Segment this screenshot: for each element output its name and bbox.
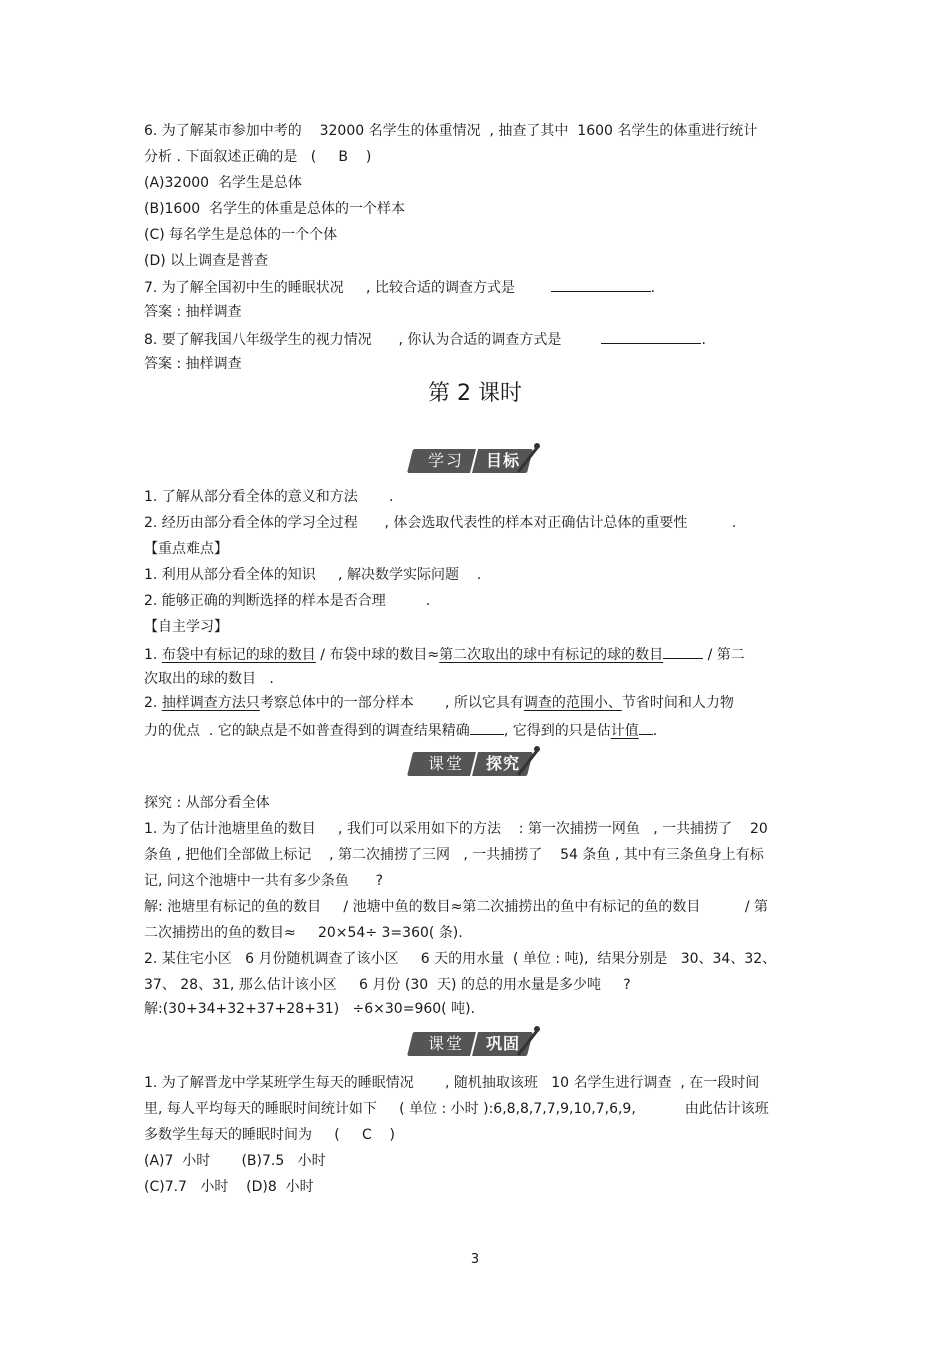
self-study-header: 【自主学习】	[144, 619, 228, 635]
key-point-2: 2. 能够正确的判断选择的样本是否合理 .	[144, 593, 431, 609]
explore-2-solution: 解:(30+34+32+37+28+31) ÷6×30=960( 吨).	[144, 1001, 475, 1017]
q8-answer: 答案 : 抽样调查	[144, 356, 242, 372]
s2-fill-2: 调查的范围小、	[523, 695, 622, 711]
q7-blank	[551, 277, 651, 292]
explore-1-line1: 1. 为了估计池塘里鱼的数目 , 我们可以采用如下的方法 : 第一次捕捞一网鱼 , 一共捕捞了 20	[144, 821, 768, 837]
s2-fill-1: 抽样调查方法只	[161, 695, 260, 711]
banner-right-text: 目标	[485, 451, 520, 470]
banner-right-text: 探究	[485, 754, 520, 773]
banner-classroom-consolidate	[410, 1032, 542, 1058]
explore-1-line2: 条鱼 , 把他们全部做上标记 , 第二次捕捞了三网 , 一共捕捞了 54 条鱼 , 其中有三条鱼身上有标	[144, 847, 764, 863]
q7-answer: 答案 : 抽样调查	[144, 304, 242, 320]
banner-right-text: 巩固	[485, 1034, 520, 1053]
lesson-title: 第 2 课时	[428, 381, 522, 406]
page-number: 3	[470, 1252, 480, 1267]
self-study-1-line2: 次取出的球的数目 .	[144, 671, 274, 687]
goal-2: 2. 经历由部分看全体的学习全过程 , 体会选取代表性的样本对正确估计总体的重要性 .	[144, 515, 737, 531]
consolidate-1-options-cd: (C)7.7 小时 (D)8 小时	[144, 1179, 314, 1195]
s1-blank-tail	[663, 644, 703, 659]
banner-left-text: 课堂	[427, 754, 464, 773]
consolidate-1-line1: 1. 为了解晋龙中学某班学生每天的睡眠情况 , 随机抽取该班 10 名学生进行调查 , 在一段时间	[144, 1075, 760, 1091]
q7-end: .	[650, 280, 656, 296]
s2-blank	[470, 720, 504, 735]
banner-left-text: 课堂	[427, 1034, 464, 1053]
s2-mid-2: 节省时间和人力物	[621, 695, 734, 711]
q6-option-d: (D) 以上调查是普查	[144, 253, 269, 269]
q6-option-a: (A)32000 名学生是总体	[144, 175, 302, 191]
banner-learning-goals	[410, 449, 542, 475]
consolidate-1-line3: 多数学生每天的睡眠时间为 ( C )	[144, 1127, 396, 1143]
s1-fill-1: 布袋中有标记的球的数目	[161, 647, 316, 663]
explore-2-line2: 37、 28、31, 那么估计该小区 6 月份 (30 天) 的总的用水量是多少吨 ?	[144, 977, 631, 993]
self-study-2	[144, 694, 734, 712]
consolidate-1-line2: 里, 每人平均每天的睡眠时间统计如下 ( 单位 : 小时 ):6,8,8,7,7,9,10,7,6,9, 由此估计该班	[144, 1101, 769, 1117]
s2-line2-a: 力的优点 . 它的缺点是不如普查得到的调查结果精确	[144, 723, 470, 739]
q7-line	[144, 277, 655, 297]
pen-tip-icon	[534, 746, 540, 752]
q6-option-b: (B)1600 名学生的体重是总体的一个样本	[144, 201, 406, 217]
q8-end: .	[701, 332, 706, 348]
s2-fill-3: 计值	[610, 723, 639, 739]
explore-1-line3: 记, 问这个池塘中一共有多少条鱼 ?	[144, 873, 384, 889]
s2-prefix: 2.	[144, 695, 162, 711]
pen-tip-icon	[534, 443, 540, 449]
s2-line2-c: .	[652, 723, 658, 739]
q6-line2: 分析 . 下面叙述正确的是 ( B )	[144, 149, 372, 165]
explore-1-solution-1: 解: 池塘里有标记的鱼的数目 / 池塘中鱼的数目≈第二次捕捞出的鱼中有标记的鱼的数目 / 第	[144, 899, 768, 915]
banner-left-text: 学习	[427, 451, 464, 470]
explore-2-line1: 2. 某住宅小区 6 月份随机调查了该小区 6 天的用水量 ( 单位 : 吨), 结果分别是 30、34、32、	[144, 951, 777, 967]
q8-line	[144, 329, 706, 349]
q8-blank	[601, 329, 701, 344]
goal-1: 1. 了解从部分看全体的意义和方法 .	[144, 489, 394, 505]
s1-mid: / 布袋中球的数目≈	[315, 647, 440, 663]
s2-blank-tail	[639, 720, 653, 735]
self-study-1	[144, 644, 745, 664]
q8-text: 8. 要了解我国八年级学生的视力情况 , 你认为合适的调查方式是	[144, 332, 562, 348]
key-points-header: 【重点难点】	[144, 541, 228, 557]
pen-tip-icon	[534, 1026, 540, 1032]
s2-mid-1: 考察总体中的一部分样本 , 所以它具有	[259, 695, 524, 711]
q7-text: 7. 为了解全国初中生的睡眠状况 , 比较合适的调查方式是	[144, 280, 515, 296]
s1-end: / 第二	[703, 647, 745, 663]
explore-1-solution-2: 二次捕捞出的鱼的数目≈ 20×54÷ 3=360( 条).	[144, 925, 463, 941]
s1-prefix: 1.	[144, 647, 162, 663]
key-point-1: 1. 利用从部分看全体的知识 , 解决数学实际问题 .	[144, 567, 482, 583]
s2-line2-b: , 它得到的只是估	[503, 723, 611, 739]
banner-classroom-explore	[410, 752, 542, 778]
explore-header: 探究 : 从部分看全体	[144, 795, 270, 811]
q6-line1: 6. 为了解某市参加中考的 32000 名学生的体重情况 , 抽查了其中 1600 名学生的体重进行统计	[144, 123, 758, 139]
self-study-2-line2	[144, 720, 657, 740]
q6-option-c: (C) 每名学生是总体的一个个体	[144, 227, 338, 243]
s1-fill-2: 第二次取出的球中有标记的球的数目	[439, 647, 664, 663]
consolidate-1-options-ab: (A)7 小时 (B)7.5 小时	[144, 1153, 326, 1169]
